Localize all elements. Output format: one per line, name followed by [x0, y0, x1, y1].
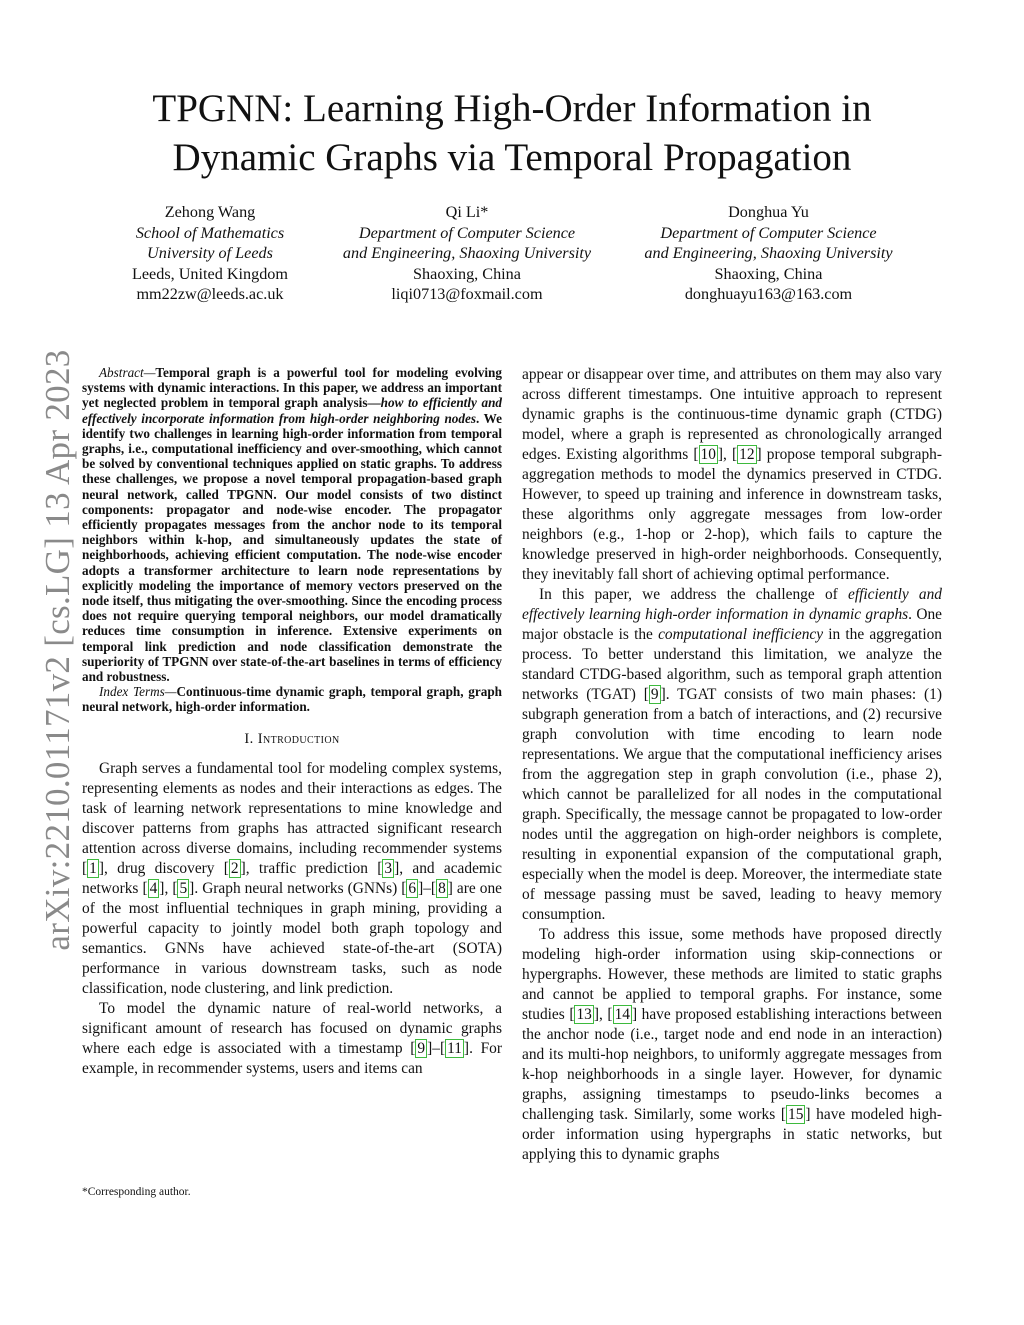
paragraph: To address this issue, some methods have proposed directly modeling high-order information using skip-connections or hypergraphs. However, these methods are limited to static graphs and cannot be applied to temporal graphs. For instance, some studies [ 13 ], [ 14 ] have proposed establishing interactions between the anchor node (i.e., target node and end node in an interaction) and its multi-hop neighbors, to uniformly aggregate messages from k-hop neighborhoods in a single layer. However, for dynamic graphs, assigning timestamps to pseudo-links becomes a challenging task. Similarly, some works [ 15 ] have modeled high-order information using hypergraphs in static networks, but applying this to dynamic graphs — [522, 926, 942, 1163]
citation-link[interactable]: 2 — [230, 859, 239, 877]
citation-link[interactable]: 14 — [614, 1006, 630, 1023]
citation-link[interactable]: 10 — [700, 446, 716, 463]
section-heading — [82, 731, 502, 748]
author-name: Donghua Yu — [728, 203, 809, 221]
abstract-text: Temporal graph is a powerful tool for modeling evolving systems with dynamic interactions. In this paper, we address an important yet neglected problem in temporal graph analysis— — [82, 365, 502, 411]
intro-body-right — [522, 365, 942, 1165]
intro-body-left — [82, 759, 502, 1079]
arxiv-identifier: arXiv:2210.01171v2 [cs.LG] 13 Apr 2023 — [38, 349, 77, 951]
author-email[interactable]: mm22zw@leeds.ac.uk — [136, 285, 284, 304]
author-affiliation: and Engineering, Shaoxing University — [342, 244, 592, 263]
citation-link[interactable]: 4 — [149, 879, 158, 897]
citation-link[interactable]: 9 — [417, 1039, 426, 1057]
paper-title — [0, 84, 1024, 182]
author-affiliation: and Engineering, Shaoxing University — [644, 244, 893, 263]
author-email[interactable]: donghuayu163@163.com — [684, 285, 853, 304]
author-affiliation: Department of Computer Science — [358, 223, 576, 242]
abstract-text: . We identify two challenges in learning high-order information from temporal graphs, i.e., computational inefficiency and over-smoothing, which cannot be solved by conventional techniques applied on static graphs. To address these challenges, we propose a novel temporal propagation-based graph neural network, called TPGNN. Our model consists of two distinct components: propagator and node-wise encoder. The propagator efficiently propagates messages from the anchor node to its temporal neighbors within k-hop, and simultaneously updates the state of neighborhoods, achieving efficient computation. The node-wise encoder adopts a transformer architecture to learn node representations by explicitly modeling the importance of memory vectors preserved on the node itself, thus mitigating the over-smoothing. Since the encoding process does not require querying temporal neighbors, our model dramatically reduces time consumption in inference. Extensive experiments on temporal link prediction and node classification demonstrate the superiority of TPGNN over state-of-the-art baselines in terms of efficiency and robustness. — [82, 410, 502, 685]
author-email[interactable]: liqi0713@foxmail.com — [391, 285, 543, 304]
footnote: *Corresponding author. — [82, 1186, 191, 1198]
section-number: I. — [244, 730, 254, 747]
citation-link[interactable]: 9 — [650, 686, 659, 703]
index-terms-text: Continuous-time dynamic graph, temporal graph, graph neural network, high-order information. — [82, 684, 502, 715]
author-block — [95, 202, 325, 305]
index-terms — [82, 684, 502, 714]
citation-link[interactable]: 6 — [408, 879, 417, 897]
author-location: Shaoxing, China — [413, 264, 521, 283]
author-block — [327, 202, 607, 305]
paragraph: In this paper, we address the challenge of efficiently and effectively learning high-order information in dynamic graphs. One major obstacle is the computational inefficiency in the aggregation process. To better understand this limitation, we analyze the standard CTDG-based algorithm, such as temporal graph attention networks (TGAT) [ 9 ]. TGAT consists of two main phases: (1) subgraph generation from a batch of interactions, and (2) recursive graph convolution with time encoding to learn node representations. We argue that the computational inefficiency arises from the aggregation step in graph convolution (i.e., phase 2), which cannot be parallelized for all nodes in the computational graph. Specifically, the message cannot be propagated to low-order nodes until the aggregation on high-order neighbors is complete, resulting in exponential expansion of the computational graph, especially when the model is deep. Moreover, the intermediate state of message passing must be saved, leading to heavy memory consumption. — [522, 586, 942, 923]
citation-link[interactable]: 3 — [384, 859, 393, 877]
author-block — [626, 202, 911, 305]
title-line-1: TPGNN: Learning High-Order Information in — [152, 87, 872, 130]
author-affiliation: Department of Computer Science — [660, 223, 877, 242]
paragraph: appear or disappear over time, and attributes on them may also vary across different timestamps. One intuitive approach to represent dynamic graphs is the continuous-time dynamic graph (CTDG) model, where a graph is represented as chronologically arranged edges. Existing algorithms [ 10 ], [ 12 ] propose temporal subgraph-aggregation methods to model the dynamics preserved in CTDG. However, to speed up training and inference in downstream tasks, these algorithms only aggregate messages from low-order neighbors (e.g., 1-hop or 2-hop), which fails to capture the knowledge preserved in high-order neighborhoods. Consequently, they inevitably fall short of achieving optimal performance. — [522, 366, 942, 583]
citation-link[interactable]: 13 — [576, 1006, 592, 1023]
citation-link[interactable]: 12 — [739, 446, 755, 463]
citation-link[interactable]: 8 — [438, 879, 446, 897]
author-location: Shaoxing, China — [714, 264, 823, 283]
citation-link[interactable]: 11 — [447, 1039, 462, 1057]
abstract-emphasis: how to efficiently and effectively incorporate information from high-order neighboring nodes — [82, 395, 502, 426]
citation-link[interactable]: 1 — [89, 859, 97, 877]
citation-link[interactable]: 5 — [179, 879, 188, 897]
abstract-lead: Abstract— — [99, 365, 156, 380]
paragraph: To model the dynamic nature of real-world networks, a significant amount of research has focused on dynamic graphs where each edge is associated with a timestamp [ 9 ]–[ 11 ]. For example, in recommender systems, users and items can — [82, 999, 502, 1077]
left-column — [82, 365, 502, 1079]
citation-link[interactable]: 15 — [788, 1106, 804, 1123]
author-name: Zehong Wang — [164, 203, 256, 221]
title-line-2: Dynamic Graphs via Temporal Propagation — [172, 136, 852, 179]
abstract — [82, 365, 502, 684]
right-column — [522, 365, 942, 1165]
author-location: Leeds, United Kingdom — [131, 264, 288, 283]
section-title: Introduction — [257, 730, 340, 747]
paragraph: Graph serves a fundamental tool for modeling complex systems, representing elements as nodes and their interactions as edges. The task of learning network representations to mine knowledge and discover patterns from graphs has attracted significant research attention across diverse domains, including recommender systems [ 1 ], drug discovery [ 2 ], traffic prediction [ 3 ], and academic networks [ 4 ], [ 5 ]. Graph neural networks (GNNs) [ 6 ]–[ 8 ] are one of the most influential techniques in graph mining, providing a powerful capacity to jointly model both graph topology and semantics. GNNs have achieved state-of-the-art (SOTA) performance in various downstream tasks, such as node classification, node clustering, and link prediction. — [82, 759, 502, 997]
author-affiliation: University of Leeds — [147, 244, 273, 263]
index-terms-lead: Index Terms— — [99, 684, 177, 700]
author-affiliation: School of Mathematics — [135, 223, 285, 242]
author-name: Qi Li* — [445, 203, 489, 221]
